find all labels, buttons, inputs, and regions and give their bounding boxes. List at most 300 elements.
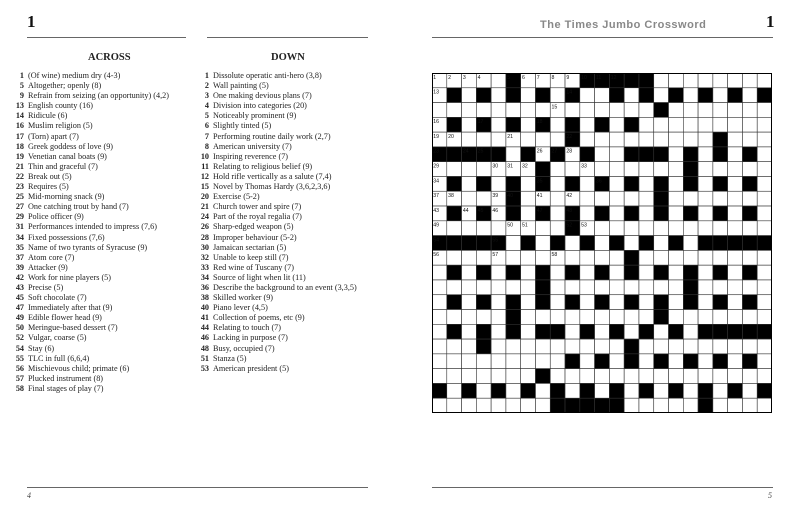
grid-cell[interactable] — [742, 221, 757, 236]
grid-cell[interactable] — [757, 398, 772, 413]
grid-cell[interactable] — [595, 369, 610, 384]
grid-cell[interactable] — [654, 236, 669, 251]
grid-cell[interactable] — [757, 310, 772, 325]
grid-cell[interactable] — [728, 295, 743, 310]
grid-cell[interactable] — [654, 162, 669, 177]
grid-cell[interactable] — [462, 369, 477, 384]
grid-cell[interactable] — [595, 88, 610, 103]
grid-cell[interactable] — [491, 398, 506, 413]
grid-cell[interactable] — [639, 162, 654, 177]
grid-cell[interactable] — [683, 310, 698, 325]
grid-cell[interactable] — [728, 339, 743, 354]
grid-cell[interactable] — [432, 324, 447, 339]
grid-cell[interactable] — [698, 73, 713, 88]
grid-cell[interactable] — [491, 88, 506, 103]
grid-cell[interactable] — [595, 147, 610, 162]
grid-cell[interactable] — [654, 383, 669, 398]
grid-cell[interactable] — [639, 280, 654, 295]
grid-cell[interactable] — [624, 324, 639, 339]
grid-cell[interactable] — [476, 221, 491, 236]
grid-cell[interactable] — [757, 280, 772, 295]
grid-cell[interactable] — [654, 339, 669, 354]
grid-cell[interactable] — [683, 132, 698, 147]
grid-cell[interactable] — [476, 103, 491, 118]
grid-cell[interactable] — [447, 383, 462, 398]
grid-cell[interactable] — [757, 295, 772, 310]
grid-cell[interactable] — [595, 324, 610, 339]
grid-cell[interactable] — [713, 280, 728, 295]
grid-cell[interactable] — [462, 103, 477, 118]
grid-cell[interactable] — [624, 191, 639, 206]
grid-cell[interactable] — [580, 132, 595, 147]
grid-cell[interactable] — [609, 162, 624, 177]
grid-cell[interactable] — [683, 103, 698, 118]
grid-cell[interactable] — [447, 250, 462, 265]
grid-cell[interactable] — [757, 162, 772, 177]
grid-cell[interactable] — [550, 162, 565, 177]
grid-cell[interactable] — [654, 250, 669, 265]
grid-cell[interactable] — [742, 310, 757, 325]
grid-cell[interactable] — [757, 117, 772, 132]
grid-cell[interactable] — [669, 265, 684, 280]
grid-cell[interactable] — [757, 176, 772, 191]
grid-cell[interactable] — [462, 88, 477, 103]
grid-cell[interactable] — [669, 206, 684, 221]
grid-cell[interactable] — [521, 369, 536, 384]
grid-cell[interactable] — [491, 280, 506, 295]
grid-cell[interactable] — [550, 88, 565, 103]
grid-cell[interactable] — [669, 280, 684, 295]
grid-cell[interactable] — [447, 369, 462, 384]
grid-cell[interactable] — [462, 221, 477, 236]
grid-cell[interactable] — [728, 280, 743, 295]
grid-cell[interactable] — [580, 117, 595, 132]
grid-cell[interactable] — [654, 324, 669, 339]
grid-cell[interactable] — [521, 250, 536, 265]
crossword-grid[interactable] — [432, 73, 772, 413]
grid-cell[interactable] — [742, 339, 757, 354]
grid-cell[interactable] — [728, 162, 743, 177]
grid-cell[interactable] — [491, 221, 506, 236]
grid-cell[interactable] — [639, 339, 654, 354]
grid-cell[interactable] — [535, 383, 550, 398]
grid-cell[interactable] — [654, 117, 669, 132]
grid-cell[interactable] — [580, 88, 595, 103]
grid-cell[interactable] — [669, 310, 684, 325]
grid-cell[interactable] — [728, 221, 743, 236]
grid-cell[interactable] — [654, 369, 669, 384]
grid-cell[interactable] — [447, 280, 462, 295]
grid-cell[interactable] — [595, 103, 610, 118]
grid-cell[interactable] — [757, 147, 772, 162]
grid-cell[interactable] — [669, 369, 684, 384]
grid-cell[interactable] — [713, 221, 728, 236]
grid-cell[interactable] — [580, 191, 595, 206]
grid-cell[interactable] — [624, 103, 639, 118]
grid-cell[interactable] — [506, 383, 521, 398]
grid-cell[interactable] — [669, 147, 684, 162]
grid-cell[interactable] — [609, 295, 624, 310]
grid-cell[interactable] — [698, 206, 713, 221]
grid-cell[interactable] — [757, 369, 772, 384]
grid-cell[interactable] — [742, 369, 757, 384]
grid-cell[interactable] — [521, 176, 536, 191]
grid-cell[interactable] — [535, 132, 550, 147]
grid-cell[interactable] — [521, 191, 536, 206]
grid-cell[interactable] — [757, 132, 772, 147]
grid-cell[interactable] — [462, 250, 477, 265]
grid-cell[interactable] — [491, 117, 506, 132]
grid-cell[interactable] — [462, 398, 477, 413]
grid-cell[interactable] — [683, 398, 698, 413]
grid-cell[interactable] — [757, 354, 772, 369]
grid-cell[interactable] — [580, 250, 595, 265]
grid-cell[interactable] — [609, 176, 624, 191]
grid-cell[interactable] — [565, 103, 580, 118]
grid-cell[interactable] — [595, 339, 610, 354]
grid-cell[interactable] — [506, 280, 521, 295]
grid-cell[interactable] — [728, 250, 743, 265]
grid-cell[interactable] — [742, 73, 757, 88]
grid-cell[interactable] — [624, 369, 639, 384]
grid-cell[interactable] — [506, 147, 521, 162]
grid-cell[interactable] — [609, 354, 624, 369]
grid-cell[interactable] — [683, 324, 698, 339]
grid-cell[interactable] — [521, 88, 536, 103]
grid-cell[interactable] — [757, 339, 772, 354]
grid-cell[interactable] — [565, 324, 580, 339]
grid-cell[interactable] — [683, 191, 698, 206]
grid-cell[interactable] — [550, 176, 565, 191]
grid-cell[interactable] — [639, 191, 654, 206]
grid-cell[interactable] — [728, 191, 743, 206]
grid-cell[interactable] — [521, 324, 536, 339]
grid-cell[interactable] — [521, 280, 536, 295]
grid-cell[interactable] — [565, 162, 580, 177]
grid-cell[interactable] — [521, 310, 536, 325]
grid-cell[interactable] — [550, 117, 565, 132]
grid-cell[interactable] — [728, 132, 743, 147]
grid-cell[interactable] — [728, 73, 743, 88]
grid-cell[interactable] — [728, 117, 743, 132]
grid-cell[interactable] — [535, 221, 550, 236]
grid-cell[interactable] — [609, 339, 624, 354]
grid-cell[interactable] — [624, 236, 639, 251]
grid-cell[interactable] — [757, 265, 772, 280]
grid-cell[interactable] — [462, 339, 477, 354]
grid-cell[interactable] — [580, 206, 595, 221]
grid-cell[interactable] — [447, 221, 462, 236]
grid-cell[interactable] — [521, 295, 536, 310]
grid-cell[interactable] — [728, 369, 743, 384]
grid-cell[interactable] — [683, 117, 698, 132]
grid-cell[interactable] — [757, 250, 772, 265]
grid-cell[interactable] — [535, 103, 550, 118]
grid-cell[interactable] — [447, 103, 462, 118]
grid-cell[interactable] — [713, 383, 728, 398]
grid-cell[interactable] — [698, 354, 713, 369]
grid-cell[interactable] — [609, 265, 624, 280]
grid-cell[interactable] — [639, 369, 654, 384]
grid-cell[interactable] — [462, 265, 477, 280]
grid-cell[interactable] — [580, 265, 595, 280]
grid-cell[interactable] — [580, 103, 595, 118]
grid-cell[interactable] — [521, 354, 536, 369]
grid-cell[interactable] — [639, 103, 654, 118]
grid-cell[interactable] — [683, 88, 698, 103]
grid-cell[interactable] — [683, 221, 698, 236]
grid-cell[interactable] — [728, 103, 743, 118]
grid-cell[interactable] — [595, 132, 610, 147]
grid-cell[interactable] — [698, 339, 713, 354]
grid-cell[interactable] — [609, 117, 624, 132]
grid-cell[interactable] — [654, 88, 669, 103]
grid-cell[interactable] — [491, 324, 506, 339]
grid-cell[interactable] — [683, 383, 698, 398]
grid-cell[interactable] — [624, 221, 639, 236]
grid-cell[interactable] — [639, 354, 654, 369]
grid-cell[interactable] — [491, 265, 506, 280]
grid-cell[interactable] — [609, 191, 624, 206]
grid-cell[interactable] — [698, 369, 713, 384]
grid-cell[interactable] — [595, 236, 610, 251]
grid-cell[interactable] — [580, 295, 595, 310]
grid-cell[interactable] — [580, 310, 595, 325]
grid-cell[interactable] — [506, 250, 521, 265]
grid-cell[interactable] — [639, 310, 654, 325]
grid-cell[interactable] — [550, 206, 565, 221]
grid-cell[interactable] — [550, 339, 565, 354]
grid-cell[interactable] — [595, 191, 610, 206]
grid-cell[interactable] — [550, 369, 565, 384]
grid-cell[interactable] — [476, 250, 491, 265]
grid-cell[interactable] — [462, 117, 477, 132]
grid-cell[interactable] — [432, 398, 447, 413]
grid-cell[interactable] — [669, 132, 684, 147]
grid-cell[interactable] — [728, 398, 743, 413]
grid-cell[interactable] — [742, 103, 757, 118]
grid-cell[interactable] — [506, 236, 521, 251]
grid-cell[interactable] — [491, 339, 506, 354]
grid-cell[interactable] — [669, 354, 684, 369]
grid-cell[interactable] — [683, 250, 698, 265]
grid-cell[interactable] — [550, 221, 565, 236]
grid-cell[interactable] — [683, 236, 698, 251]
grid-cell[interactable] — [713, 369, 728, 384]
grid-cell[interactable] — [639, 295, 654, 310]
grid-cell[interactable] — [580, 176, 595, 191]
grid-cell[interactable] — [462, 191, 477, 206]
grid-cell[interactable] — [535, 310, 550, 325]
grid-cell[interactable] — [506, 339, 521, 354]
grid-cell[interactable] — [698, 250, 713, 265]
grid-cell[interactable] — [462, 310, 477, 325]
grid-cell[interactable] — [757, 103, 772, 118]
grid-cell[interactable] — [595, 221, 610, 236]
grid-cell[interactable] — [565, 310, 580, 325]
grid-cell[interactable] — [669, 73, 684, 88]
grid-cell[interactable] — [728, 354, 743, 369]
grid-cell[interactable] — [595, 162, 610, 177]
grid-cell[interactable] — [609, 132, 624, 147]
grid-cell[interactable] — [713, 117, 728, 132]
grid-cell[interactable] — [639, 176, 654, 191]
grid-cell[interactable] — [713, 310, 728, 325]
grid-cell[interactable] — [669, 339, 684, 354]
grid-cell[interactable] — [550, 354, 565, 369]
grid-cell[interactable] — [669, 295, 684, 310]
grid-cell[interactable] — [728, 265, 743, 280]
grid-cell[interactable] — [669, 398, 684, 413]
grid-cell[interactable] — [535, 398, 550, 413]
grid-cell[interactable] — [742, 250, 757, 265]
grid-cell[interactable] — [639, 398, 654, 413]
grid-cell[interactable] — [491, 354, 506, 369]
grid-cell[interactable] — [476, 354, 491, 369]
grid-cell[interactable] — [654, 398, 669, 413]
grid-cell[interactable] — [550, 295, 565, 310]
grid-cell[interactable] — [595, 280, 610, 295]
grid-cell[interactable] — [491, 132, 506, 147]
grid-cell[interactable] — [742, 117, 757, 132]
grid-cell[interactable] — [742, 132, 757, 147]
grid-cell[interactable] — [713, 398, 728, 413]
grid-cell[interactable] — [462, 280, 477, 295]
grid-cell[interactable] — [491, 295, 506, 310]
grid-cell[interactable] — [624, 88, 639, 103]
grid-cell[interactable] — [476, 191, 491, 206]
grid-cell[interactable] — [728, 206, 743, 221]
grid-cell[interactable] — [609, 221, 624, 236]
grid-cell[interactable] — [609, 250, 624, 265]
grid-cell[interactable] — [609, 280, 624, 295]
grid-cell[interactable] — [476, 369, 491, 384]
grid-cell[interactable] — [713, 162, 728, 177]
grid-cell[interactable] — [550, 310, 565, 325]
grid-cell[interactable] — [491, 369, 506, 384]
grid-cell[interactable] — [728, 310, 743, 325]
grid-cell[interactable] — [742, 280, 757, 295]
grid-cell[interactable] — [432, 369, 447, 384]
grid-cell[interactable] — [624, 310, 639, 325]
grid-cell[interactable] — [521, 117, 536, 132]
grid-cell[interactable] — [698, 147, 713, 162]
grid-cell[interactable] — [728, 176, 743, 191]
grid-cell[interactable] — [550, 132, 565, 147]
grid-cell[interactable] — [535, 250, 550, 265]
grid-cell[interactable] — [757, 221, 772, 236]
grid-cell[interactable] — [476, 162, 491, 177]
grid-cell[interactable] — [639, 117, 654, 132]
grid-cell[interactable] — [698, 103, 713, 118]
grid-cell[interactable] — [521, 103, 536, 118]
grid-cell[interactable] — [476, 132, 491, 147]
grid-cell[interactable] — [491, 73, 506, 88]
grid-cell[interactable] — [713, 73, 728, 88]
grid-cell[interactable] — [550, 265, 565, 280]
grid-cell[interactable] — [432, 295, 447, 310]
grid-cell[interactable] — [713, 250, 728, 265]
grid-cell[interactable] — [506, 398, 521, 413]
grid-cell[interactable] — [609, 206, 624, 221]
grid-cell[interactable] — [654, 132, 669, 147]
grid-cell[interactable] — [624, 280, 639, 295]
grid-cell[interactable] — [550, 191, 565, 206]
grid-cell[interactable] — [565, 383, 580, 398]
grid-cell[interactable] — [669, 117, 684, 132]
grid-cell[interactable] — [669, 103, 684, 118]
grid-cell[interactable] — [728, 147, 743, 162]
grid-cell[interactable] — [698, 191, 713, 206]
grid-cell[interactable] — [713, 103, 728, 118]
grid-cell[interactable] — [639, 250, 654, 265]
grid-cell[interactable] — [476, 383, 491, 398]
grid-cell[interactable] — [669, 250, 684, 265]
grid-cell[interactable] — [757, 73, 772, 88]
grid-cell[interactable] — [506, 103, 521, 118]
grid-cell[interactable] — [432, 354, 447, 369]
grid-cell[interactable] — [624, 162, 639, 177]
grid-cell[interactable] — [609, 369, 624, 384]
grid-cell[interactable] — [535, 354, 550, 369]
grid-cell[interactable] — [447, 310, 462, 325]
grid-cell[interactable] — [757, 191, 772, 206]
grid-cell[interactable] — [698, 132, 713, 147]
grid-cell[interactable] — [713, 339, 728, 354]
grid-cell[interactable] — [521, 265, 536, 280]
grid-cell[interactable] — [609, 310, 624, 325]
grid-cell[interactable] — [521, 206, 536, 221]
grid-cell[interactable] — [432, 310, 447, 325]
grid-cell[interactable] — [432, 339, 447, 354]
grid-cell[interactable] — [698, 221, 713, 236]
grid-cell[interactable] — [535, 339, 550, 354]
grid-cell[interactable] — [698, 280, 713, 295]
grid-cell[interactable] — [506, 354, 521, 369]
grid-cell[interactable] — [669, 191, 684, 206]
grid-cell[interactable] — [565, 280, 580, 295]
grid-cell[interactable] — [683, 73, 698, 88]
grid-cell[interactable] — [521, 398, 536, 413]
grid-cell[interactable] — [713, 191, 728, 206]
grid-cell[interactable] — [491, 310, 506, 325]
grid-cell[interactable] — [565, 339, 580, 354]
grid-cell[interactable] — [742, 398, 757, 413]
grid-cell[interactable] — [462, 354, 477, 369]
grid-cell[interactable] — [462, 176, 477, 191]
grid-cell[interactable] — [624, 398, 639, 413]
grid-cell[interactable] — [742, 191, 757, 206]
grid-cell[interactable] — [506, 369, 521, 384]
grid-cell[interactable] — [683, 339, 698, 354]
grid-cell[interactable] — [432, 265, 447, 280]
grid-cell[interactable] — [521, 132, 536, 147]
grid-cell[interactable] — [698, 162, 713, 177]
grid-cell[interactable] — [669, 176, 684, 191]
grid-cell[interactable] — [462, 324, 477, 339]
grid-cell[interactable] — [742, 162, 757, 177]
grid-cell[interactable] — [580, 354, 595, 369]
grid-cell[interactable] — [742, 88, 757, 103]
grid-cell[interactable] — [669, 221, 684, 236]
grid-cell[interactable] — [565, 236, 580, 251]
grid-cell[interactable] — [683, 369, 698, 384]
grid-cell[interactable] — [639, 265, 654, 280]
grid-cell[interactable] — [757, 206, 772, 221]
grid-cell[interactable] — [698, 117, 713, 132]
grid-cell[interactable] — [609, 147, 624, 162]
grid-cell[interactable] — [565, 369, 580, 384]
